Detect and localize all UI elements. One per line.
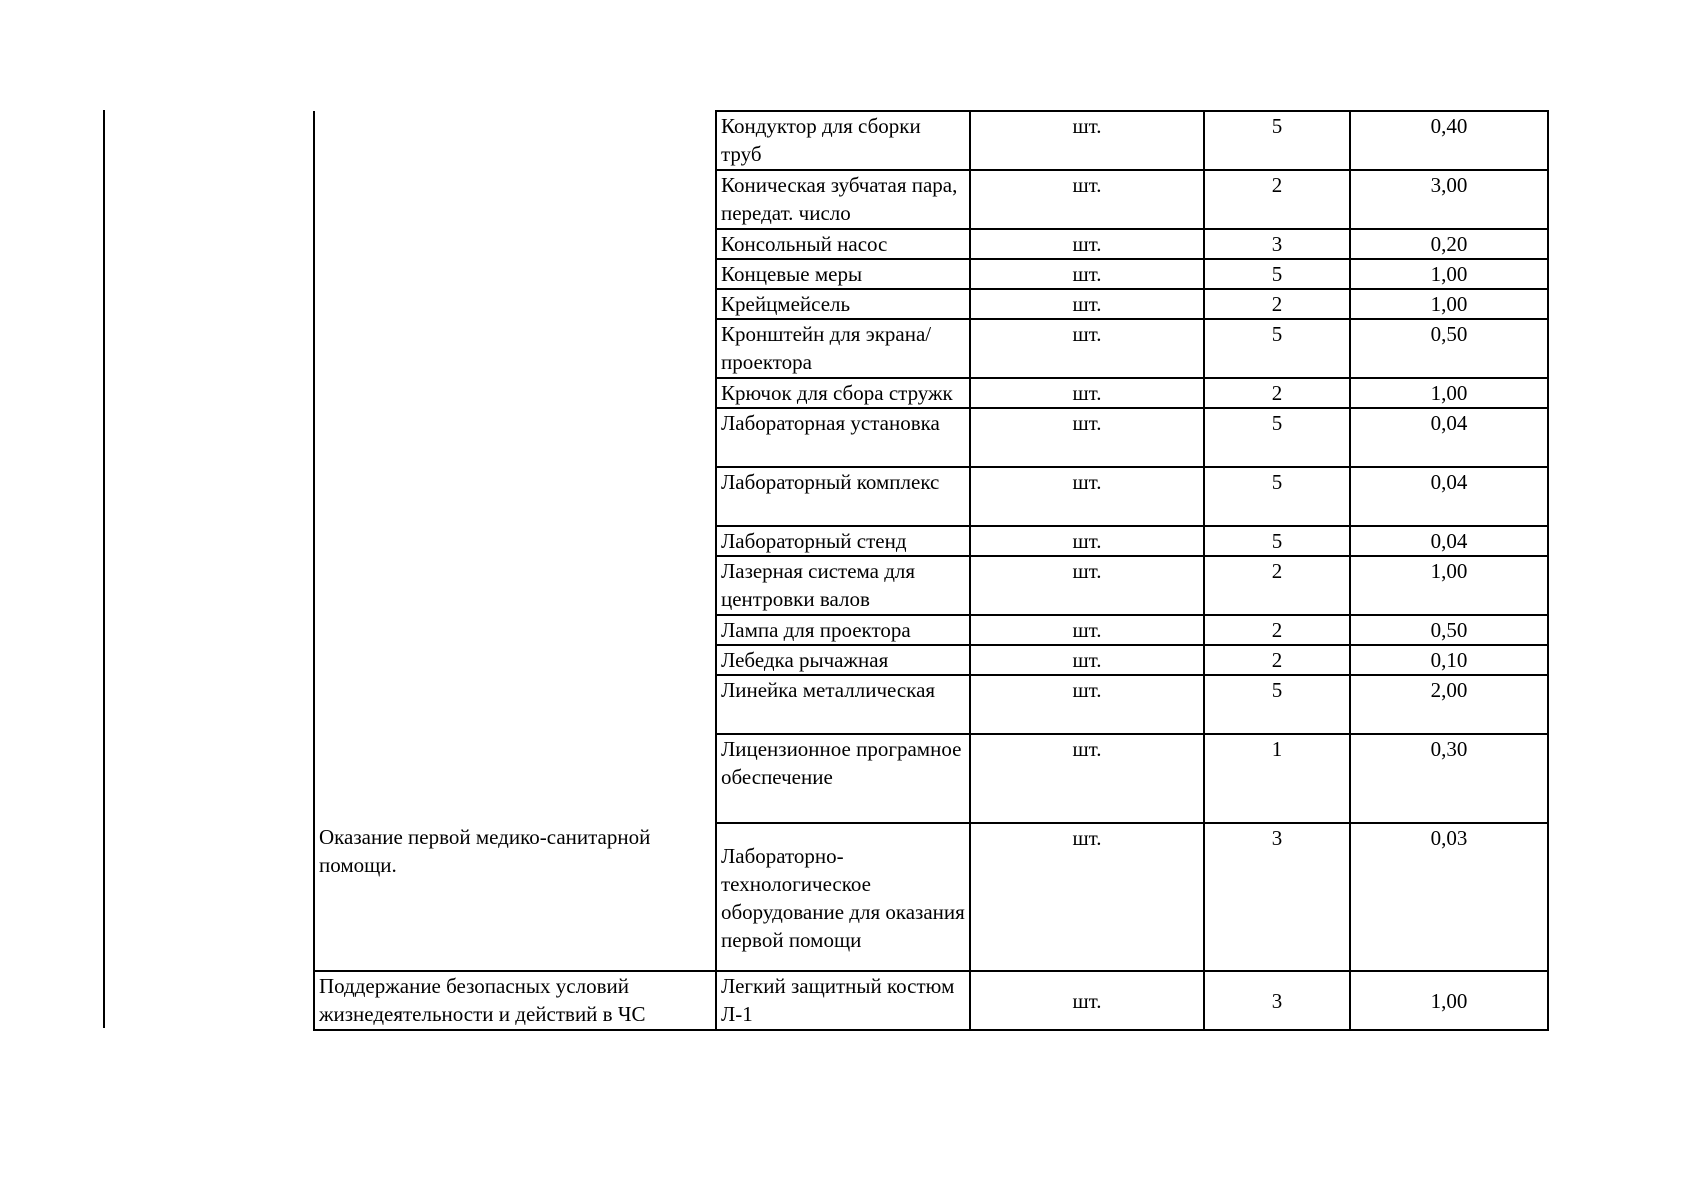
section-cell [314, 734, 716, 823]
table-row [314, 615, 1548, 645]
quantity-cell: 5 [1204, 526, 1350, 556]
value-cell: 0,30 [1350, 734, 1548, 823]
item-name-cell: Лазерная система для центровки валов [716, 556, 970, 615]
table-row [314, 971, 1548, 1030]
table-row [314, 408, 1548, 467]
quantity-cell: 3 [1204, 971, 1350, 1030]
unit-cell: шт. [970, 971, 1204, 1030]
unit-cell: шт. [970, 526, 1204, 556]
value-cell: 0,40 [1350, 111, 1548, 170]
table-row [314, 734, 1548, 823]
item-name-cell: Лабораторная установка [716, 408, 970, 467]
item-name-cell: Лабораторно-технологическое оборудование для оказания первой помощи [716, 823, 970, 971]
item-name-cell: Лебедка рычажная [716, 645, 970, 675]
item-name-cell: Крейцмейсель [716, 289, 970, 319]
unit-cell: шт. [970, 823, 1204, 971]
quantity-cell: 5 [1204, 259, 1350, 289]
item-name-cell: Концевые меры [716, 259, 970, 289]
item-name-cell: Легкий защитный костюм Л-1 [716, 971, 970, 1030]
section-cell [314, 378, 716, 408]
section-cell: Оказание первой медико-санитарной помощи. [314, 823, 716, 971]
section-cell: Поддержание безопасных условий жизнедеятельности и действий в ЧС [314, 971, 716, 1030]
unit-cell: шт. [970, 645, 1204, 675]
quantity-cell: 5 [1204, 467, 1350, 526]
value-cell: 0,10 [1350, 645, 1548, 675]
item-name-cell: Лабораторный стенд [716, 526, 970, 556]
table-row [314, 675, 1548, 734]
section-cell [314, 408, 716, 467]
equipment-table [313, 110, 1549, 1031]
item-name-cell: Лицензионное програмное обеспечение [716, 734, 970, 823]
section-cell [314, 615, 716, 645]
table-row [314, 229, 1548, 259]
quantity-cell: 5 [1204, 675, 1350, 734]
unit-cell: шт. [970, 734, 1204, 823]
section-cell [314, 229, 716, 259]
unit-cell: шт. [970, 289, 1204, 319]
value-cell: 3,00 [1350, 170, 1548, 229]
item-name-cell: Лампа для проектора [716, 615, 970, 645]
unit-cell: шт. [970, 556, 1204, 615]
item-name-cell: Коническая зубчатая пара, передат. число [716, 170, 970, 229]
value-cell: 0,50 [1350, 319, 1548, 378]
value-cell: 1,00 [1350, 259, 1548, 289]
table-row [314, 378, 1548, 408]
unit-cell: шт. [970, 259, 1204, 289]
value-cell: 2,00 [1350, 675, 1548, 734]
unit-cell: шт. [970, 170, 1204, 229]
unit-cell: шт. [970, 615, 1204, 645]
value-cell: 0,50 [1350, 615, 1548, 645]
quantity-cell: 5 [1204, 319, 1350, 378]
item-name-cell: Консольный насос [716, 229, 970, 259]
table-row [314, 556, 1548, 615]
section-cell [314, 467, 716, 526]
value-cell: 0,03 [1350, 823, 1548, 971]
value-cell: 0,04 [1350, 526, 1548, 556]
value-cell: 1,00 [1350, 971, 1548, 1030]
value-cell: 1,00 [1350, 378, 1548, 408]
table-row [314, 526, 1548, 556]
quantity-cell: 5 [1204, 408, 1350, 467]
section-cell [314, 645, 716, 675]
unit-cell: шт. [970, 111, 1204, 170]
quantity-cell: 5 [1204, 111, 1350, 170]
value-cell: 1,00 [1350, 556, 1548, 615]
quantity-cell: 2 [1204, 289, 1350, 319]
quantity-cell: 2 [1204, 645, 1350, 675]
table-row [314, 259, 1548, 289]
unit-cell: шт. [970, 229, 1204, 259]
section-cell [314, 289, 716, 319]
value-cell: 0,20 [1350, 229, 1548, 259]
section-cell [314, 111, 716, 170]
quantity-cell: 2 [1204, 615, 1350, 645]
quantity-cell: 2 [1204, 170, 1350, 229]
left-margin-border [103, 110, 105, 1028]
item-name-cell: Лабораторный комплекс [716, 467, 970, 526]
section-cell [314, 675, 716, 734]
table-row [314, 645, 1548, 675]
quantity-cell: 2 [1204, 556, 1350, 615]
table-row [314, 319, 1548, 378]
item-name-cell: Линейка металлическая [716, 675, 970, 734]
item-name-cell: Кронштейн для экрана/ проектора [716, 319, 970, 378]
section-cell [314, 526, 716, 556]
section-cell [314, 556, 716, 615]
section-cell [314, 319, 716, 378]
value-cell: 1,00 [1350, 289, 1548, 319]
quantity-cell: 3 [1204, 229, 1350, 259]
item-name-cell: Крючок для сбора стружк [716, 378, 970, 408]
table-row [314, 170, 1548, 229]
item-name-cell: Кондуктор для сборки труб [716, 111, 970, 170]
unit-cell: шт. [970, 319, 1204, 378]
unit-cell: шт. [970, 378, 1204, 408]
value-cell: 0,04 [1350, 408, 1548, 467]
table-row [314, 289, 1548, 319]
unit-cell: шт. [970, 467, 1204, 526]
quantity-cell: 2 [1204, 378, 1350, 408]
section-cell [314, 259, 716, 289]
quantity-cell: 3 [1204, 823, 1350, 971]
unit-cell: шт. [970, 675, 1204, 734]
quantity-cell: 1 [1204, 734, 1350, 823]
table-row [314, 467, 1548, 526]
value-cell: 0,04 [1350, 467, 1548, 526]
table-row [314, 111, 1548, 170]
section-cell [314, 170, 716, 229]
unit-cell: шт. [970, 408, 1204, 467]
table-row [314, 823, 1548, 971]
